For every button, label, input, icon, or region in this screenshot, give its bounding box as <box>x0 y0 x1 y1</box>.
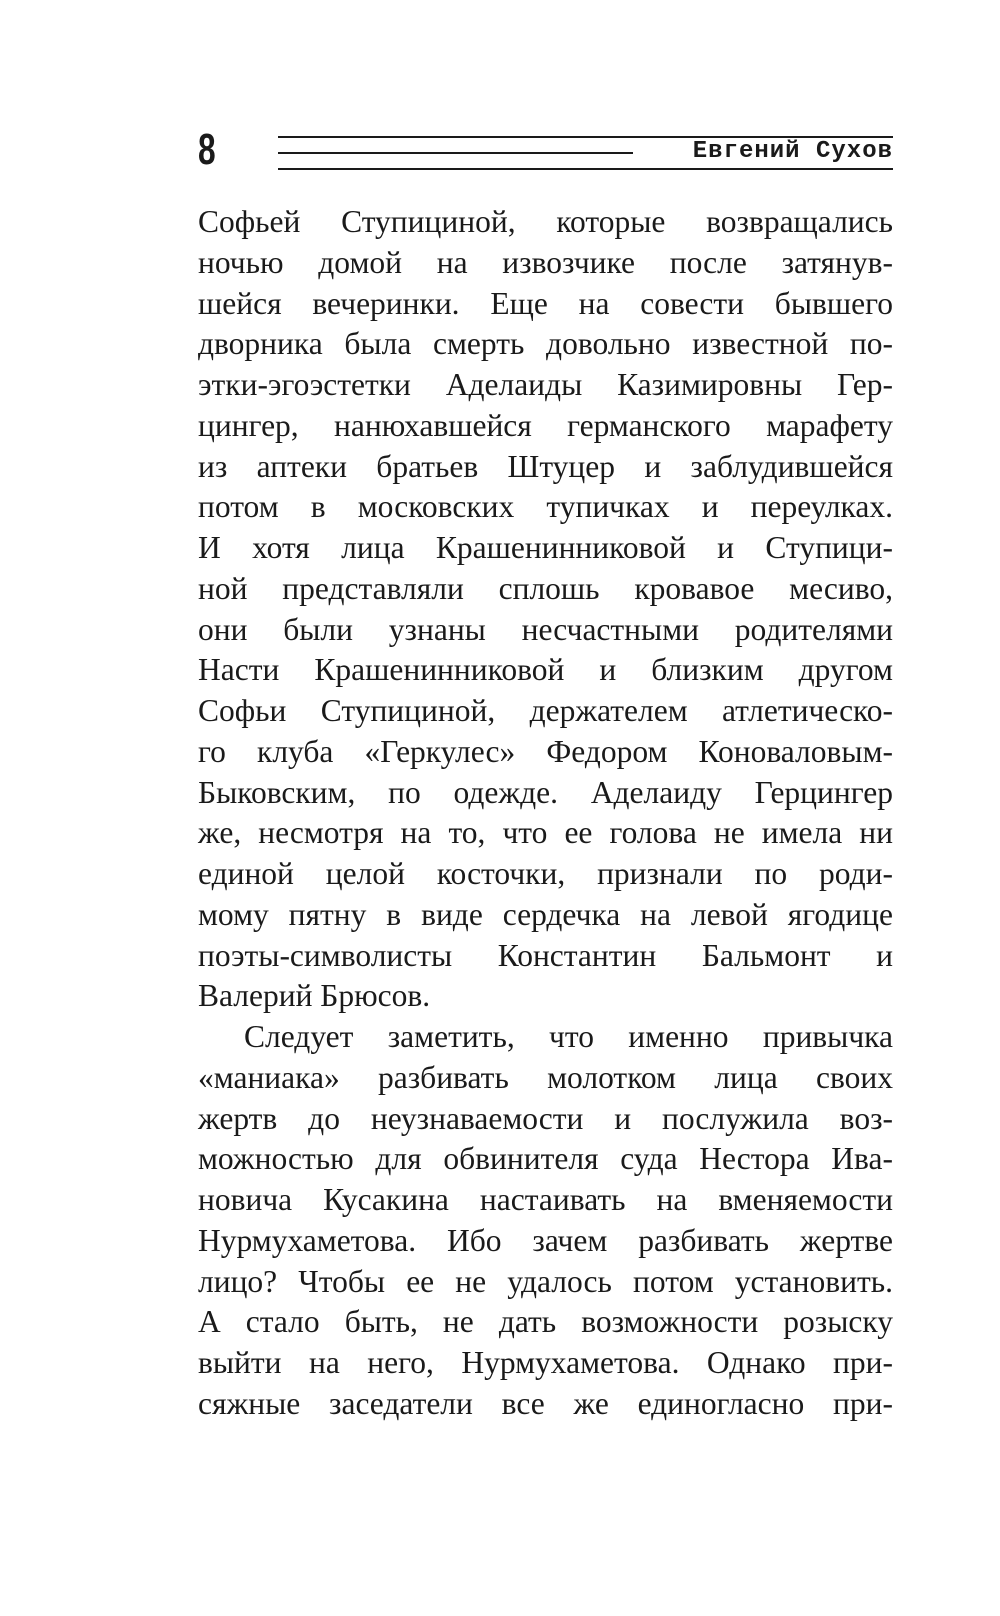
text-line: И хотя лица Крашенинниковой и Ступици- <box>198 530 893 565</box>
page-header <box>198 125 893 174</box>
text-line: сяжные заседатели все же единогласно при- <box>198 1385 893 1421</box>
text-line: единой целой косточки, признали по роди- <box>198 856 893 891</box>
text-line: ночью домой на извозчике после затянув- <box>198 244 893 280</box>
text-line: мому пятну в виде сердечка на левой ягодице <box>198 896 893 932</box>
text-line: из аптеки братьев Штуцер и заблудившейся <box>198 448 893 484</box>
text-line: этки-эгоэстетки Аделаиды Казимировны Гер- <box>198 367 893 402</box>
text-line: лицо? Чтобы ее не удалось потом установить. <box>198 1263 893 1299</box>
text-line: поэты-символисты Константин Бальмонт и <box>198 937 893 973</box>
body-text <box>198 202 893 1425</box>
text-line: шейся вечеринки. Еще на совести бывшего <box>198 285 893 321</box>
text-line: они были узнаны несчастными родителями <box>198 611 893 647</box>
text-line: Быковским, по одежде. Аделаиду Герцингер <box>198 774 893 810</box>
text-line: ной представляли сплошь кровавое месиво, <box>198 570 893 606</box>
running-title: Евгений Сухов <box>692 138 893 165</box>
text-line: Нурмухаметова. Ибо зачем разбивать жертве <box>198 1222 893 1258</box>
text-line: Насти Крашенинниковой и близким другом <box>198 652 893 688</box>
header-rule-bottom <box>278 168 893 170</box>
paragraph-end-line: Валерий Брюсов. <box>198 978 431 1014</box>
paragraph-first-line: Следует заметить, что именно привычка <box>244 1019 893 1054</box>
text-line: А стало быть, не дать возможности розыску <box>198 1304 893 1340</box>
text-line: Софьи Ступициной, держателем атлетическо- <box>198 693 893 728</box>
text-line: новича Кусакина настаивать на вменяемости <box>198 1182 893 1217</box>
text-line: же, несмотря на то, что ее голова не имела ни <box>198 815 893 851</box>
text-line: потом в московских тупичках и переулках. <box>198 489 893 525</box>
text-line: цингер, нанюхавшейся германского марафету <box>198 407 893 443</box>
header-rule-middle <box>278 152 633 154</box>
text-line: «маниака» разбивать молотком лица своих <box>198 1059 893 1095</box>
text-line: го клуба «Геркулес» Федором Коноваловым- <box>198 733 893 769</box>
text-line: можностью для обвинителя суда Нестора Ива- <box>198 1141 893 1177</box>
text-line: выйти на него, Нурмухаметова. Однако при- <box>198 1345 893 1380</box>
page-number: 8 <box>198 125 216 174</box>
text-line: Софьей Ступициной, которые возвращались <box>198 204 893 239</box>
text-line: жертв до неузнаваемости и послужила воз- <box>198 1100 893 1136</box>
text-line: дворника была смерть довольно известной по- <box>198 326 893 362</box>
